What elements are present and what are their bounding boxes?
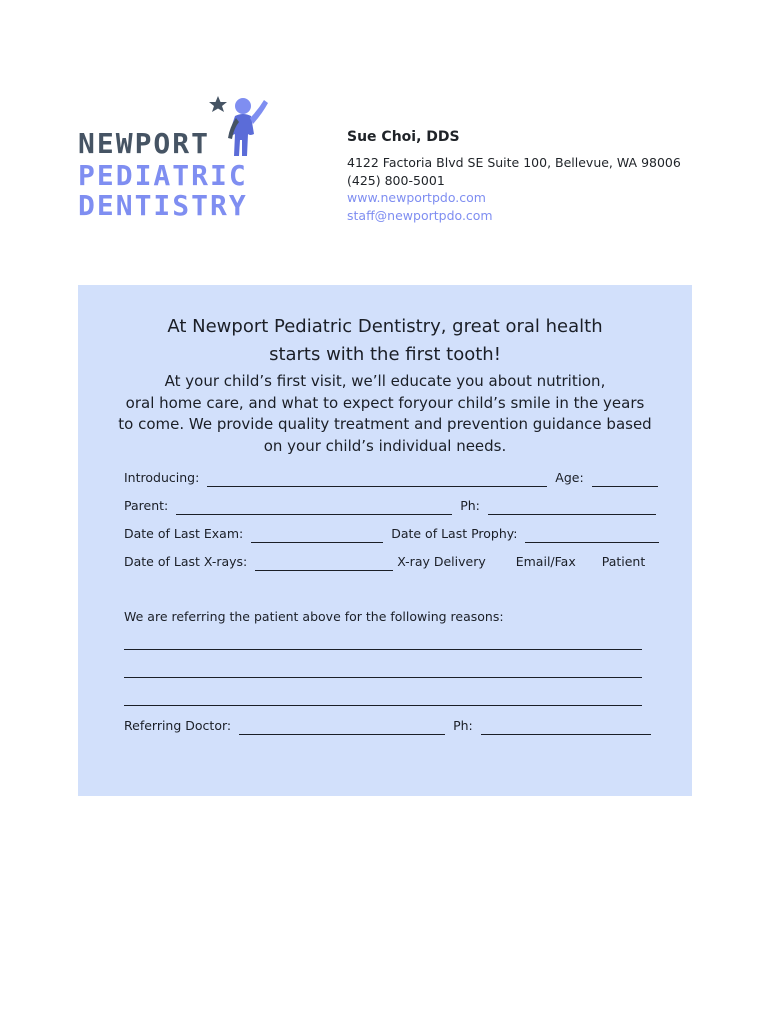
row-referring-doctor [124, 717, 646, 735]
child-with-star-icon [208, 94, 278, 164]
last-prophy-label: Date of Last Prophy: [391, 526, 518, 541]
website-link[interactable]: www.newportpdo.com [347, 190, 486, 205]
logo-word-dentistry: DENTISTRY [78, 189, 248, 222]
option-email-fax[interactable]: Email/Fax [515, 554, 576, 569]
referring-phone-field[interactable] [481, 721, 651, 735]
introducing-field[interactable] [207, 473, 547, 487]
last-xrays-label: Date of Last X-rays: [124, 554, 248, 569]
row-exam-prophy [124, 525, 646, 543]
logo-word-pediatric: PEDIATRIC [78, 159, 248, 192]
phone: (425) 800-5001 [347, 172, 445, 188]
email-link[interactable]: staff@newportpdo.com [347, 207, 493, 223]
headline-line-2: starts with the first tooth! [269, 344, 501, 365]
address: 4122 Factoria Blvd SE Suite 100, Bellevue, WA 98006 [347, 155, 681, 170]
reason-line-3[interactable] [124, 705, 642, 706]
referring-doctor-label: Referring Doctor: [124, 718, 232, 733]
contact-block [347, 128, 681, 224]
headline [78, 313, 692, 369]
parent-field[interactable] [176, 501, 452, 515]
last-exam-field[interactable] [251, 529, 383, 543]
intro-line-4: on your child’s individual needs. [263, 436, 507, 455]
introducing-label: Introducing: [124, 470, 200, 485]
doctor-name: Sue Choi, DDS [347, 129, 460, 145]
intro-line-3: to come. We provide quality treatment and prevention guidance based [118, 415, 652, 433]
referral-panel [78, 285, 692, 796]
reason-line-1[interactable] [124, 649, 642, 650]
practice-logo [78, 94, 278, 224]
headline-line-1: At Newport Pediatric Dentistry, great oral health [167, 316, 603, 337]
parent-ph-label: Ph: [460, 498, 480, 513]
referring-doctor-field[interactable] [239, 721, 445, 735]
intro-paragraph [78, 371, 692, 457]
age-label: Age: [555, 470, 584, 485]
parent-phone-field[interactable] [488, 501, 656, 515]
referring-ph-label: Ph: [453, 718, 473, 733]
intro-line-2: oral home care, and what to expect foryour child’s smile in the years [125, 393, 645, 412]
parent-label: Parent: [124, 498, 169, 513]
row-xrays [124, 553, 646, 571]
reason-line-2[interactable] [124, 677, 642, 678]
row-introducing [124, 469, 646, 487]
xray-delivery-label: X-ray Delivery [397, 554, 486, 569]
last-exam-label: Date of Last Exam: [124, 526, 244, 541]
intro-line-1: At your child’s first visit, we’ll educate you about nutrition, [164, 372, 606, 390]
reasons-label: We are referring the patient above for the following reasons: [124, 609, 504, 624]
last-prophy-field[interactable] [525, 529, 659, 543]
last-xrays-field[interactable] [255, 557, 393, 571]
logo-word-newport: NEWPORT [78, 127, 211, 160]
reasons-row [124, 608, 646, 626]
option-patient[interactable]: Patient [601, 554, 646, 569]
row-parent [124, 497, 646, 515]
age-field[interactable] [592, 473, 658, 487]
